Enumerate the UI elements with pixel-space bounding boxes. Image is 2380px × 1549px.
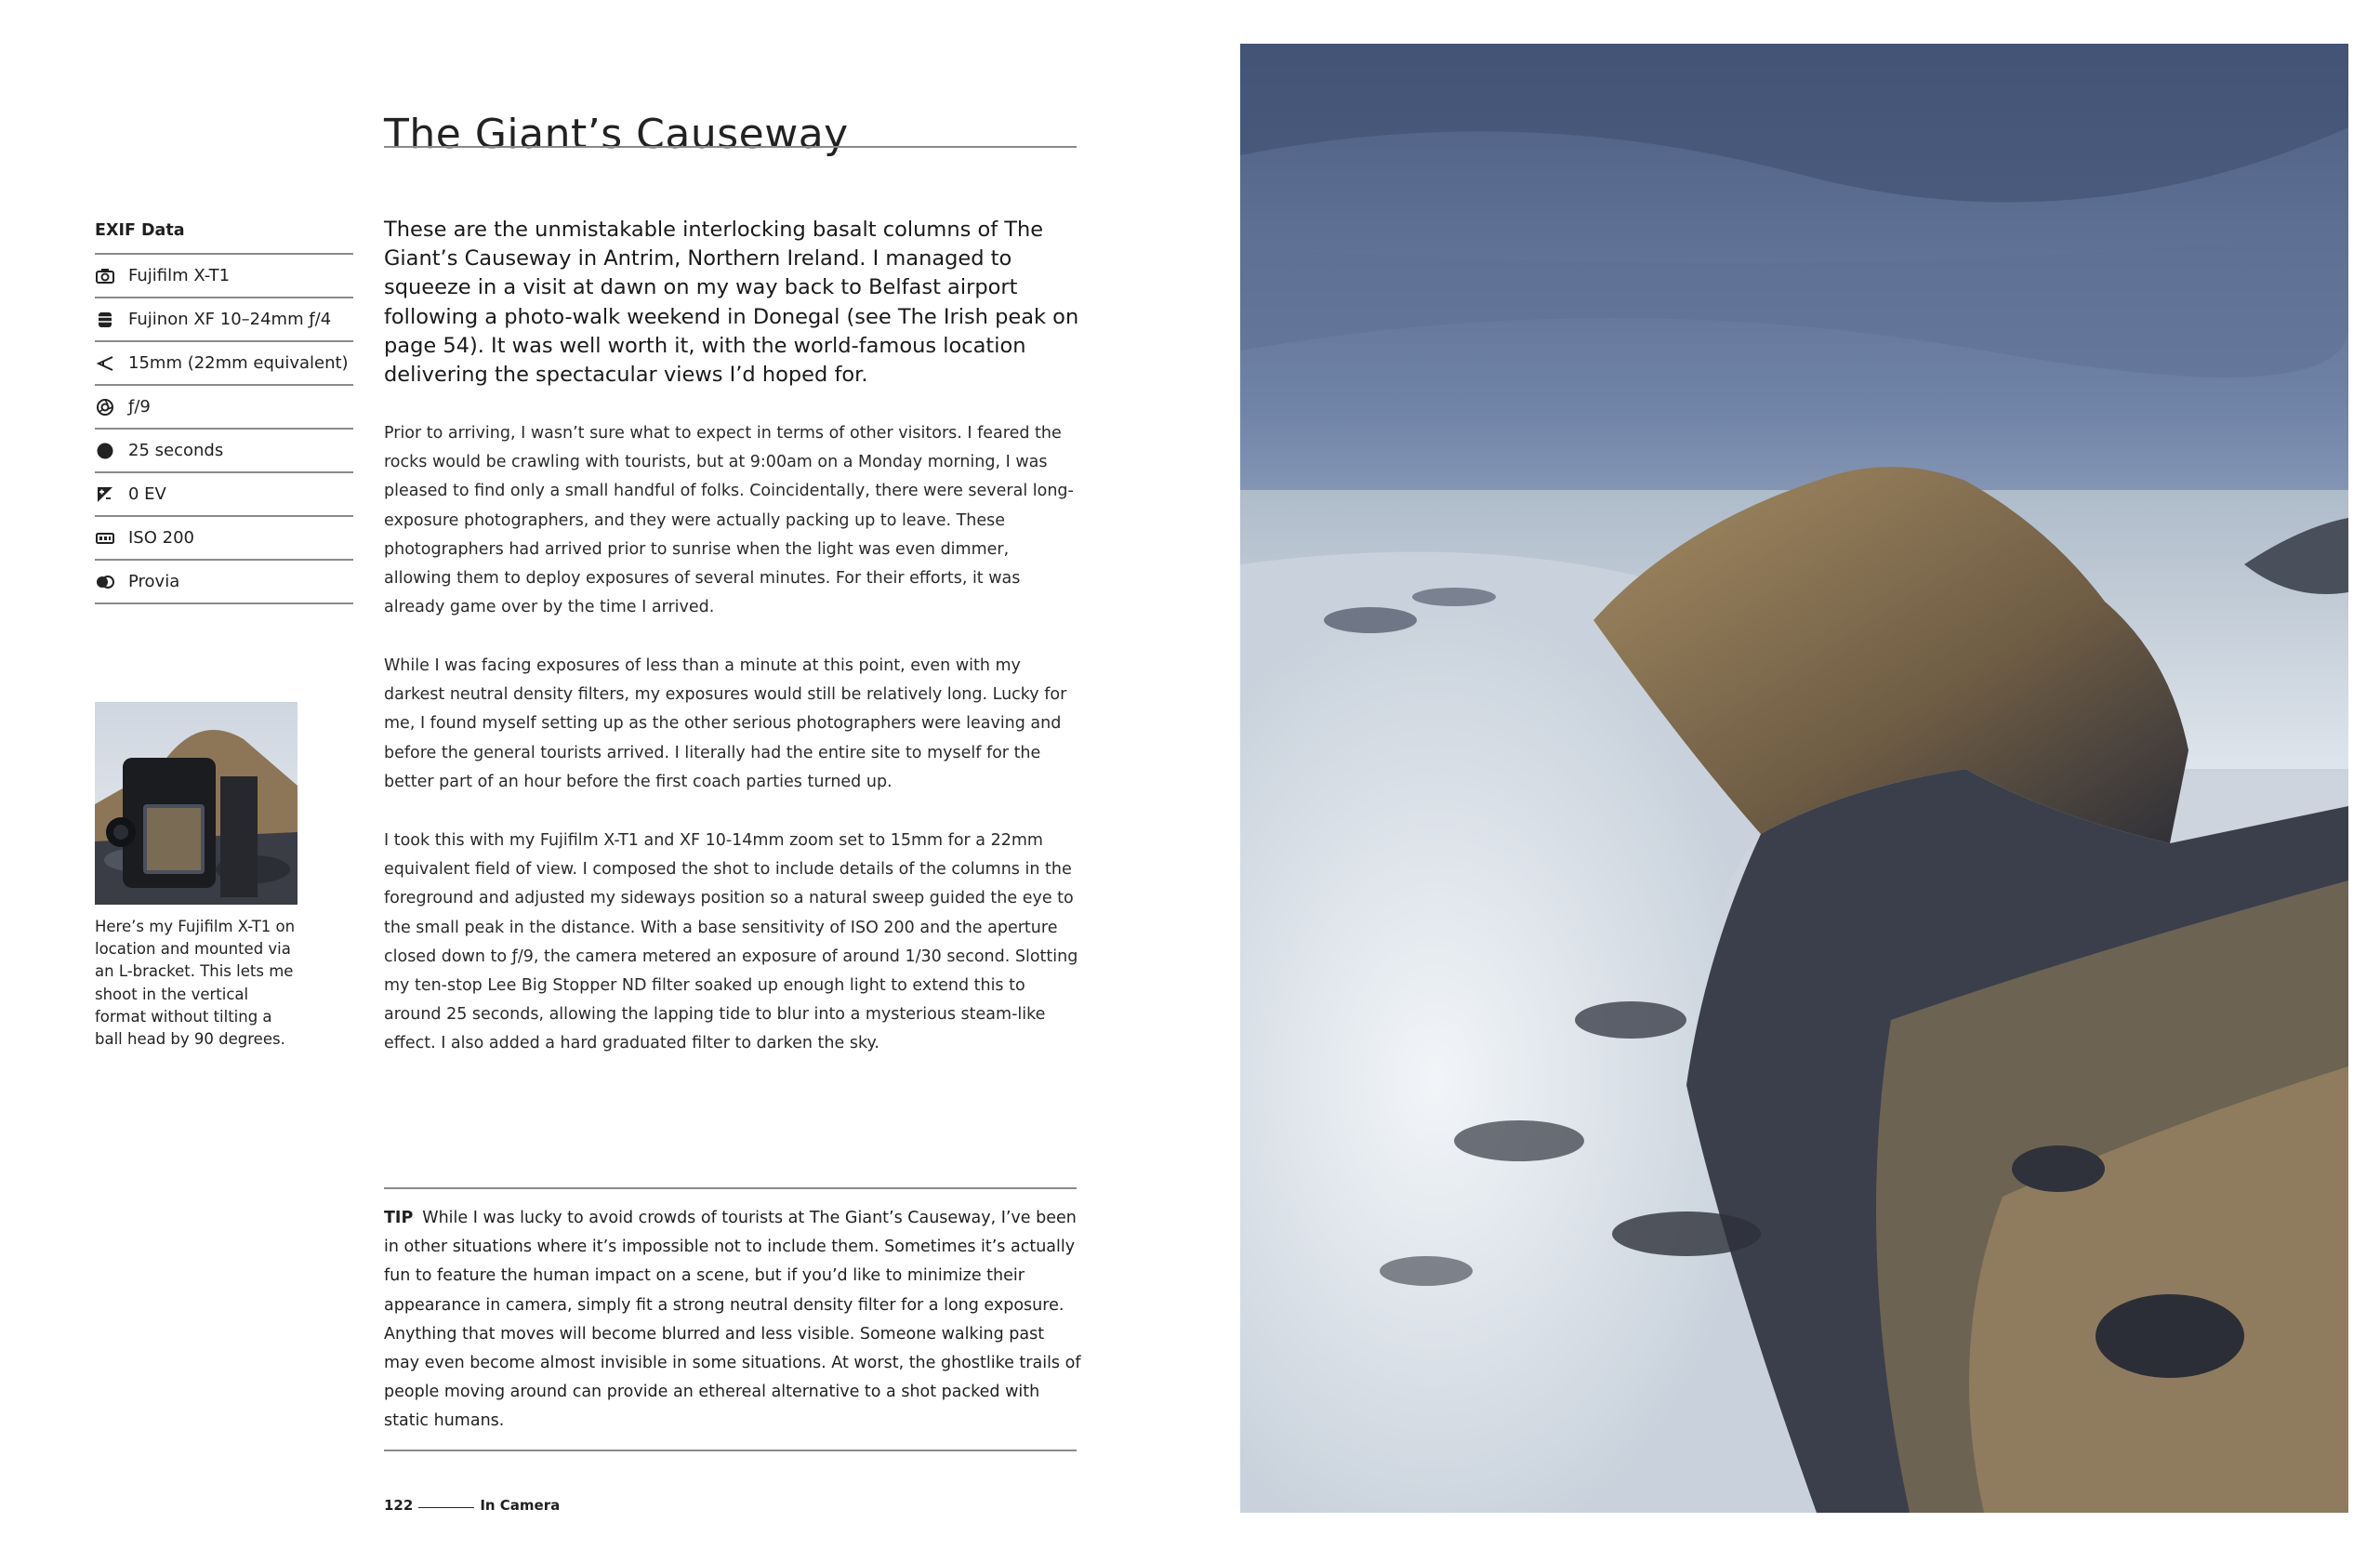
- exif-iso-label: ISO 200: [128, 528, 194, 548]
- exif-row-lens: [95, 298, 353, 342]
- tip-divider-bottom: [384, 1450, 1077, 1451]
- tip-box: [384, 1204, 1081, 1436]
- exif-row-camera: [95, 255, 353, 298]
- footer-rule: [418, 1507, 474, 1508]
- exposure-compensation-icon: [95, 484, 115, 505]
- camera-on-location-photo: [95, 702, 298, 905]
- exif-row-film-simulation: [95, 561, 353, 604]
- iso-icon: [95, 528, 115, 549]
- exif-lens-label: Fujinon XF 10–24mm ƒ/4: [128, 310, 332, 329]
- exif-camera-label: Fujifilm X-T1: [128, 266, 231, 285]
- exif-row-exposure-compensation: [95, 473, 353, 517]
- article-paragraph: Prior to arriving, I wasn’t sure what to expect in terms of other visitors. I feared the rocks would be crawling with tourists, but at 9:00am on a Monday morning, I was pleased to find only a small handful of folks. Coincidentally, there were several long-exposure photographers, and they were actually packing up to leave. These photographers had arrived prior to sunrise when the light was even dimmer, allowing them to deploy exposures of several minutes. For their efforts, it was already game over by the time I arrived.: [384, 424, 1074, 617]
- article-lede: These are the unmistakable interlocking basalt columns of The Giant’s Causeway in Antrim, Northern Ireland. I managed to squeeze in a visit at dawn on my way back to Belfast airport following a photo-walk weekend in Donegal (see The Irish peak on page 54). It was well worth it, with the world-famous location delivering the spectacular views I’d hoped for.: [384, 218, 1079, 388]
- tip-text: While I was lucky to avoid crowds of tourists at The Giant’s Causeway, I’ve been in other situations where it’s impossible not to include them. Sometimes it’s actually fun to feature the human impact on a scene, but if you’d like to minimize their appearance in camera, simply fit a strong neutral density filter for a long exposure. Anything that moves will become blurred and less visible. Someone walking past may even become almost invisible in some situations. At worst, the ghostlike trails of people moving around can provide an ethereal alternative to a shot packed with static humans.: [384, 1209, 1081, 1431]
- article-paragraph: While I was facing exposures of less than a minute at this point, even with my darkest neutral density filters, my exposures would still be relatively long. Lucky for me, I found myself setting up as the other serious photographers were leaving and before the general tourists arrived. I literally had the entire site to myself for the better part of an hour before the first coach parties turned up.: [384, 656, 1067, 791]
- exif-panel: [95, 219, 353, 604]
- exif-exposure-label: 0 EV: [128, 484, 166, 504]
- page-title: The Giant’s Causeway: [384, 111, 849, 159]
- camera-icon: [95, 266, 115, 286]
- title-divider: [384, 146, 1077, 148]
- page-footer: [384, 1497, 560, 1514]
- exif-shutter-speed-label: 25 seconds: [128, 441, 224, 460]
- exif-row-aperture: [95, 386, 353, 430]
- exif-focal-length-label: 15mm (22mm equivalent): [128, 353, 349, 373]
- section-name: In Camera: [480, 1497, 561, 1514]
- exif-film-simulation-label: Provia: [128, 572, 180, 591]
- article-paragraph: I took this with my Fujifilm X-T1 and XF 10-14mm zoom set to 15mm for a 22mm equivalent field of view. I composed the shot to include details of the columns in the foreground and adjusted my sideways position so a natural sweep guided the eye to the small peak in the distance. With a base sensitivity of ISO 200 and the aperture closed down to ƒ/9, the camera metered an exposure of around 1/30 second. Slotting my ten-stop Lee Big Stopper ND filter soaked up enough light to extend this to around 25 seconds, allowing the lapping tide to blur into a mysterious steam-like effect. I also added a hard graduated filter to darken the sky.: [384, 831, 1078, 1053]
- tip-divider-top: [384, 1187, 1077, 1189]
- page-number: 122: [384, 1497, 414, 1514]
- exif-aperture-label: ƒ/9: [128, 397, 151, 417]
- focal-length-icon: [95, 353, 115, 374]
- exif-row-focal-length: [95, 342, 353, 386]
- tip-label: TIP: [384, 1209, 414, 1227]
- exif-row-iso: [95, 517, 353, 561]
- thumbnail-caption: Here’s my Fujifilm X-T1 on location and mounted via an L-bracket. This lets me shoot in the vertical format without tilting a ball head by 90 degrees.: [95, 918, 296, 1049]
- film-simulation-icon: [95, 572, 115, 592]
- lens-icon: [95, 310, 115, 330]
- exif-row-shutter-speed: [95, 430, 353, 473]
- shutter-speed-icon: [95, 441, 115, 461]
- aperture-icon: [95, 397, 115, 417]
- exif-heading: EXIF Data: [95, 219, 353, 255]
- giants-causeway-photo: [1240, 44, 2348, 1513]
